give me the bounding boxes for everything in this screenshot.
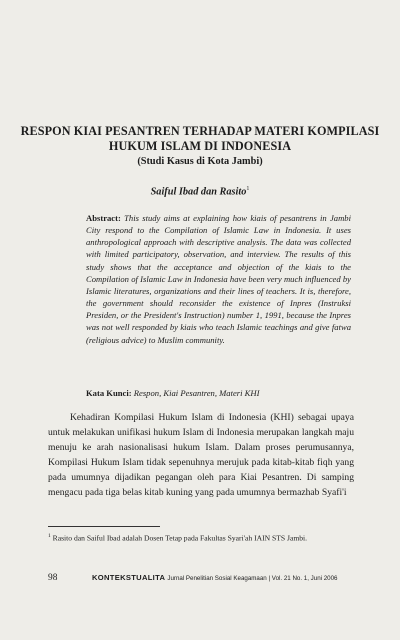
author-line — [0, 183, 400, 198]
journal-name: KONTEKSTUALITA — [92, 573, 166, 582]
footnote-divider — [48, 526, 160, 527]
keywords-label: Kata Kunci: — [86, 388, 132, 398]
page-footer — [48, 573, 368, 584]
body-text — [48, 411, 354, 500]
footnote-mark: 1 — [48, 533, 51, 539]
abstract — [86, 212, 351, 346]
author-footnote-mark: 1 — [246, 186, 250, 192]
body-paragraph: Kehadiran Kompilasi Hukum Islam di Indonesia (KHI) sebagai upaya untuk melakukan unifikasi hukum Islam di Indonesia merupakan langkah maju menuju ke arah nasionalisasi hukum Islam. Dalam proses perumusannya, Kompilasi Hukum Islam tidak sepenuhnya merujuk pada kitab-kitab fiqh yang pada umumnya dijadikan pegangan oleh para Kiai Pesantren. Di samping mengacu pada tiga belas kitab kuning yang pada umumnya bermazhab Syafi'i — [48, 412, 354, 498]
abstract-text: This study aims at explaining how kiais of pesantrens in Jambi City respond to the Compilation of Islamic Law in Indonesia. It uses anthropological approach with descriptive analysis. The data was collected with limited participatory, observation, and interview. The results of this study shows that the acceptance and objection of the kiais to the Compilation of Islamic Law in Indonesia have been very much influenced by Islamic literatures, organizations and their lines of teachers. It is, therefore, the government should reconsider the existence of Inpres (Instruksi Presiden, or the President's Instruction) number 1, 1991, because the Inpres was not well responded by kiais who teach Islamic teachings and give fatwa (religious advice) to Muslim community. — [86, 213, 351, 345]
keywords-text: Respon, Kiai Pesantren, Materi KHI — [133, 388, 260, 398]
footnote-text: Rasito dan Saiful Ibad adalah Dosen Tetap pada Fakultas Syari'ah IAIN STS Jambi. — [52, 533, 308, 543]
page-number: 98 — [48, 573, 58, 583]
paper-title: RESPON KIAI PESANTREN TERHADAP MATERI KOMPILASI HUKUM ISLAM DI INDONESIA — [20, 124, 380, 153]
author-names: Saiful Ibad dan Rasito — [150, 186, 247, 198]
footnote — [48, 531, 360, 544]
keywords — [86, 387, 351, 399]
paper-subtitle: (Studi Kasus di Kota Jambi) — [137, 156, 263, 167]
abstract-label: Abstract: — [86, 213, 121, 223]
journal-details: Jurnal Penelitian Sosial Keagamaan | Vol. 21 No. 1, Juni 2006 — [167, 575, 338, 582]
